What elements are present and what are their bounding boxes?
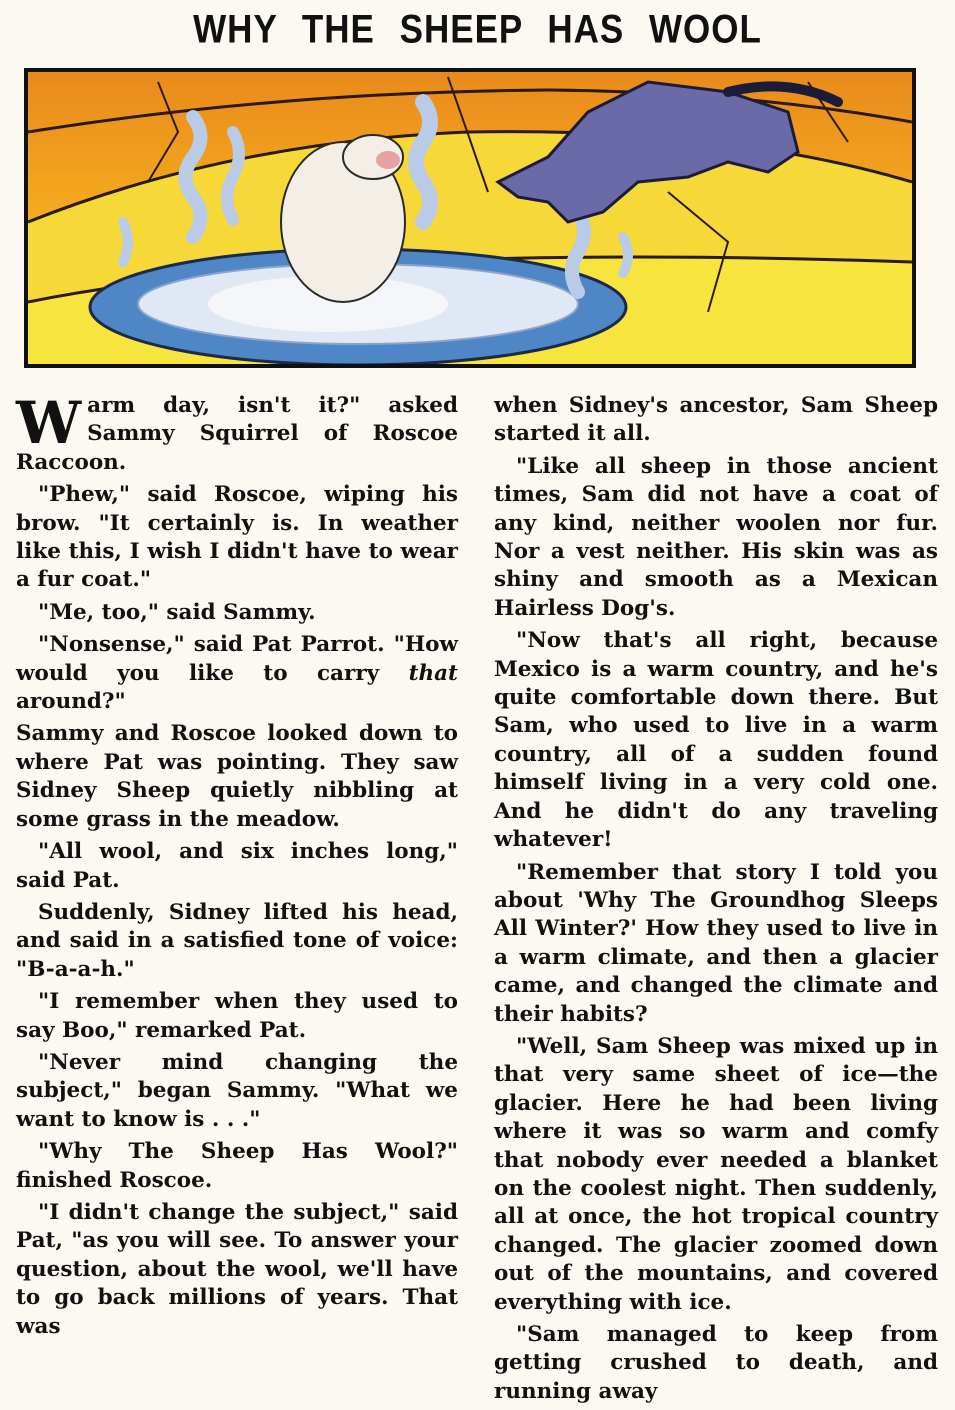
paragraph: "Never mind changing the subject," began Sammy. "What we want to know is . . ." xyxy=(16,1049,458,1132)
paragraph: "Remember that story I told you about 'Why The Groundhog Sleeps All Winter?' How they used to live in a warm climate, and then a glacier came, and changed the climate and their habits? xyxy=(494,859,938,1027)
illustration-panel xyxy=(24,68,916,368)
paragraph: "I remember when they used to say Boo," remarked Pat. xyxy=(16,989,458,1043)
paragraph: "All wool, and six inches long," said Pat. xyxy=(16,839,458,893)
paragraph: "Me, too," said Sammy. xyxy=(38,599,316,625)
paragraph: "Now that's all right, because Mexico is a warm country, and he's quite comfortable down there. But Sam, who used to live in a warm country, all of a sudden found himself living in a very cold one. And he didn't do any traveling whatever! xyxy=(494,628,938,853)
paragraph-text: "Nonsense," said Pat Parrot. "How would you like to carry xyxy=(16,632,458,686)
paragraph xyxy=(16,631,458,716)
left-text-column xyxy=(16,389,458,1345)
sheep-bathing-and-wolf-scene-icon xyxy=(28,72,912,364)
paragraph: "Well, Sam Sheep was mixed up in that very same sheet of ice—the glacier. Here he had been living where it was so warm and comfy that nobody ever needed a blanket on the coolest night. Then suddenly, all at once, the hot tropical country changed. The glacier zoomed down out of the mountains, and covered everything with ice. xyxy=(494,1033,938,1315)
paragraph-text: around?" xyxy=(16,689,126,715)
page-title: WHY THE SHEEP HAS WOOL xyxy=(193,7,762,52)
emphasis-text: that xyxy=(408,660,458,686)
paragraph: "I didn't change the subject," said Pat, "as you will see. To answer your question, about the wool, we'll have to go back millions of years. That was xyxy=(16,1199,458,1339)
paragraph: when Sidney's ancestor, Sam Sheep started it all. xyxy=(494,393,938,447)
paragraph: "Why The Sheep Has Wool?" finished Roscoe. xyxy=(16,1139,458,1193)
paragraph: "Like all sheep in those ancient times, Sam did not have a coat of any kind, neither woolen nor fur. Nor a vest neither. His skin was as shiny and smooth as a Mexican Hairless Dog's. xyxy=(494,453,938,621)
drop-cap: W xyxy=(16,389,82,457)
right-text-column xyxy=(494,392,938,1410)
paragraph xyxy=(16,389,458,477)
paragraph: "Sam managed to keep from getting crushed to death, and running away xyxy=(494,1322,938,1404)
paragraph: "Phew," said Roscoe, wiping his brow. "It certainly is. In weather like this, I wish I didn't have to wear a fur coat." xyxy=(16,482,458,593)
paragraph: Suddenly, Sidney lifted his head, and said in a satisfied tone of voice: "B-a-a-h." xyxy=(16,899,458,982)
paragraph: Sammy and Roscoe looked down to where Pat was pointing. They saw Sidney Sheep quietly nibbling at some grass in the meadow. xyxy=(16,721,458,832)
paragraph-text: arm day, isn't it?" asked Sammy Squirrel of Roscoe Raccoon. xyxy=(16,393,458,475)
